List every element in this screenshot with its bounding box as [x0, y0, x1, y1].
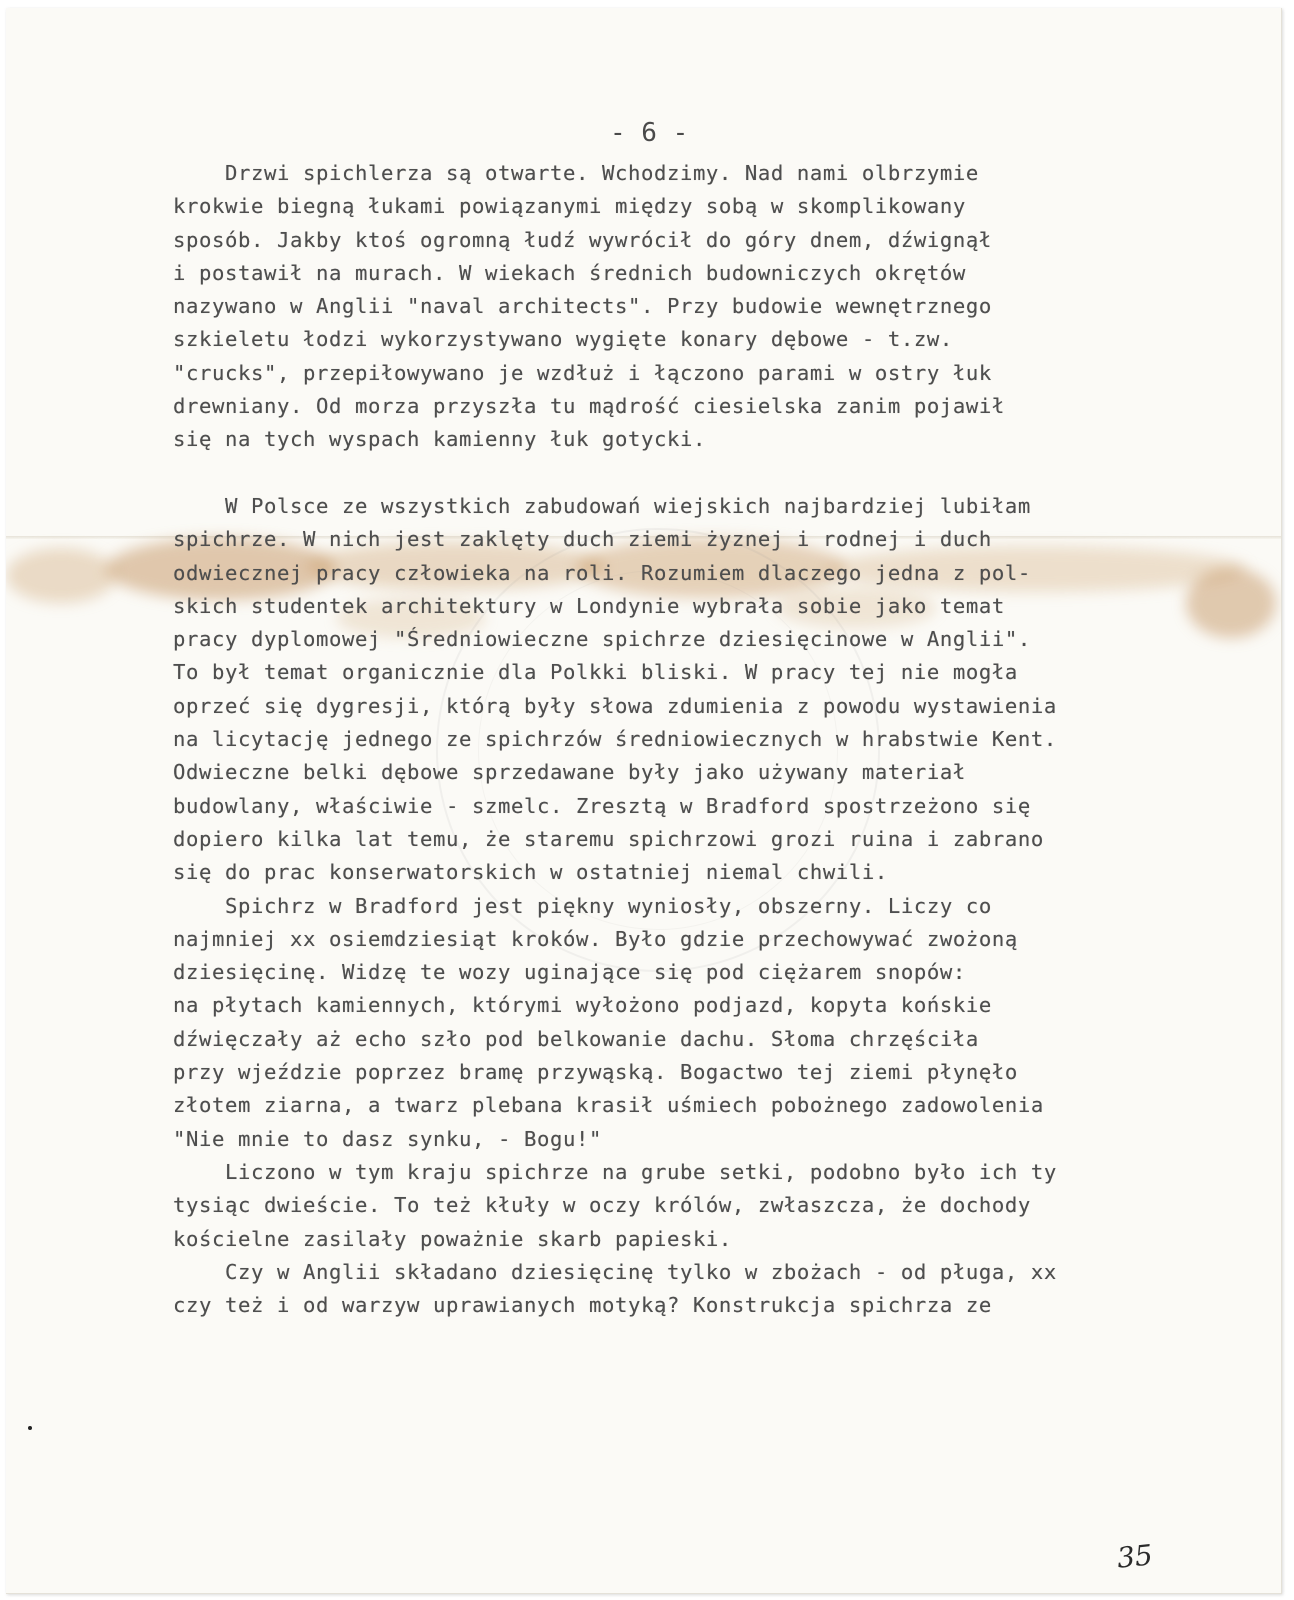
- handwritten-page-annotation: 35: [1115, 1538, 1155, 1575]
- text-line: oprzeć się dygresji, którą były słowa zdumienia z powodu wystawienia: [173, 693, 1057, 718]
- text-line: To był temat organicznie dla Polkki bliski. W pracy tej nie mogła: [173, 660, 1018, 685]
- text-line: pracy dyplomowej "Średniowieczne spichrze dziesięcinowe w Anglii".: [173, 627, 1031, 652]
- text-line: złotem ziarna, a twarz plebana krasił uśmiech pobożnego zadowolenia: [173, 1093, 1044, 1118]
- ink-dot: [28, 1426, 32, 1430]
- text-line: nazywano w Anglii "naval architects". Przy budowie wewnętrznego: [173, 294, 992, 319]
- text-line: się na tych wyspach kamienny łuk gotycki.: [173, 427, 706, 452]
- text-line: [173, 457, 1253, 490]
- text-line: odwiecznej pracy człowieka na roli. Rozumiem dlaczego jedna z pol-: [173, 560, 1031, 585]
- text-line: na płytach kamiennych, którymi wyłożono podjazd, kopyta końskie: [173, 993, 992, 1018]
- text-line: spichrze. W nich jest zaklęty duch ziemi żyznej i rodnej i duch: [173, 527, 992, 552]
- typewritten-text: [173, 157, 1253, 1322]
- text-line: sposób. Jakby ktoś ogromną łudź wywrócił do góry dnem, dźwignął: [173, 227, 992, 252]
- text-line: kościelne zasilały poważnie skarb papieski.: [173, 1226, 732, 1251]
- text-line: dopiero kilka lat temu, że staremu spichrzowi grozi ruina i zabrano: [173, 826, 1044, 851]
- text-line: budowlany, właściwie - szmelc. Zresztą w Bradford spostrzeżono się: [173, 793, 1031, 818]
- text-line: czy też i od warzyw uprawianych motyką? Konstrukcja spichrza ze: [173, 1293, 992, 1318]
- text-line: dziesięcinę. Widzę te wozy uginające się pod ciężarem snopów:: [173, 960, 966, 985]
- water-stain: [6, 548, 116, 603]
- text-line: drewniany. Od morza przyszła tu mądrość ciesielska zanim pojawił: [173, 394, 1005, 419]
- text-line: dźwięczały aż echo szło pod belkowanie dachu. Słoma chrzęściła: [173, 1026, 979, 1051]
- text-line: "crucks", przepiłowywano je wzdłuż i łączono parami w ostry łuk: [173, 360, 992, 385]
- text-line: Spichrz w Bradford jest piękny wyniosły, obszerny. Liczy co: [173, 893, 992, 918]
- text-line: się do prac konserwatorskich w ostatniej niemal chwili.: [173, 860, 888, 885]
- text-line: i postawił na murach. W wiekach średnich budowniczych okrętów: [173, 260, 966, 285]
- text-line: W Polsce ze wszystkich zabudowań wiejskich najbardziej lubiłam: [173, 493, 1031, 518]
- text-line: tysiąc dwieście. To też kłuły w oczy królów, zwłaszcza, że dochody: [173, 1193, 1031, 1218]
- text-line: na licytację jednego ze spichrzów średniowiecznych w hrabstwie Kent.: [173, 727, 1057, 752]
- text-line: Odwieczne belki dębowe sprzedawane były jako używany materiał: [173, 760, 966, 785]
- text-line: przy wjeździe poprzez bramę przywąską. Bogactwo tej ziemi płynęło: [173, 1060, 1018, 1085]
- text-line: skich studentek architektury w Londynie wybrała sobie jako temat: [173, 593, 1005, 618]
- text-line: "Nie mnie to dasz synku, - Bogu!": [173, 1126, 602, 1151]
- page-number: - 6 -: [610, 118, 689, 148]
- text-line: Czy w Anglii składano dziesięcinę tylko w zbożach - od pługa, xx: [173, 1259, 1057, 1284]
- text-line: krokwie biegną łukami powiązanymi między sobą w skomplikowany: [173, 194, 966, 219]
- text-line: najmniej xx osiemdziesiąt kroków. Było gdzie przechowywać zwożoną: [173, 926, 1018, 951]
- text-line: Drzwi spichlerza są otwarte. Wchodzimy. Nad nami olbrzymie: [173, 161, 979, 185]
- text-line: szkieletu łodzi wykorzystywano wygięte konary dębowe - t.zw.: [173, 327, 953, 352]
- text-line: Liczono w tym kraju spichrze na grube setki, podobno było ich ty: [173, 1159, 1057, 1184]
